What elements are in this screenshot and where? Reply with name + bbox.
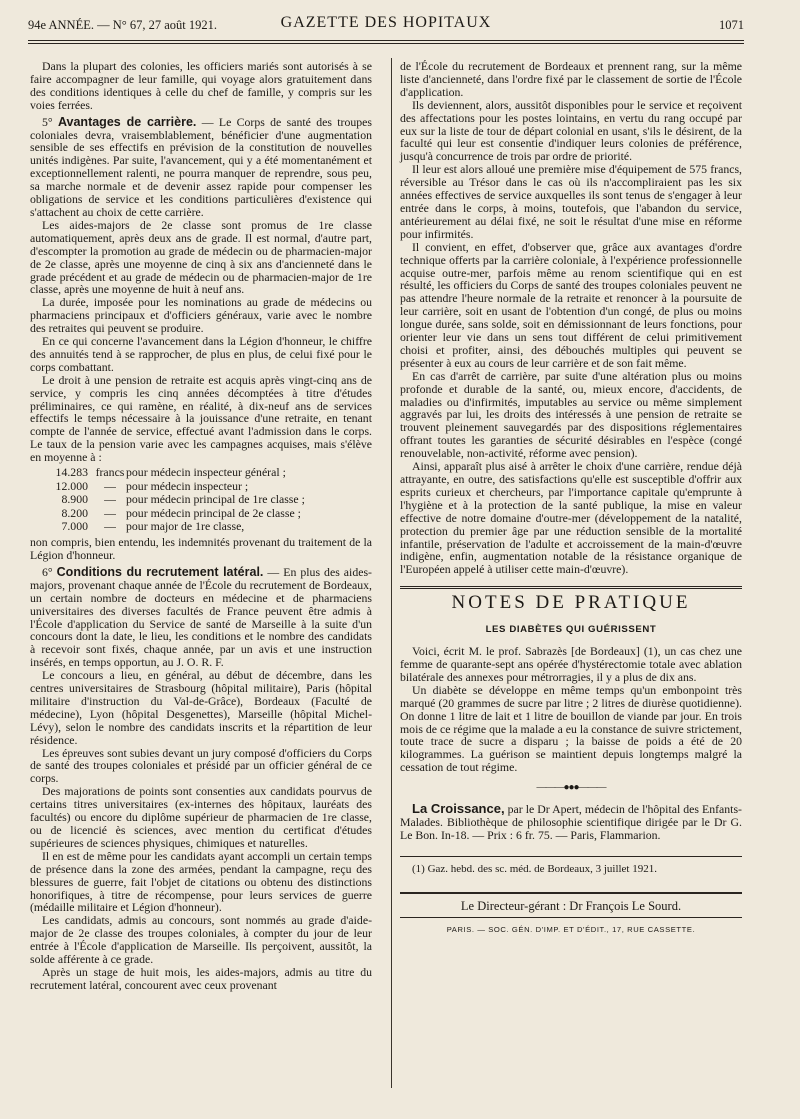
page-number: 1071 (719, 18, 744, 32)
pension-amount: 14.283 (55, 465, 88, 480)
director-line: Le Directeur-gérant : Dr François Le Sourd. (400, 892, 742, 918)
paragraph: Il convient, en effet, d'observer que, grâce aux avantages d'ordre technique offerts par la carrière coloniale, à l'expérience professionnelle acquise outre-mer, parfois même au renom scientifique qui en est résulté, les officiers du Corps de santé des troupes coloniales peuvent ne pas attendre l'heure normale de la retraite et renoncer à la poursuite de leur carrière, soit en usant de l'obtention d'un congé, de plus ou moins longue durée, sans solde, soit en démissionnant de leurs fonctions, pour orienter leur vie dans un sens tout différent de celui primitivement choisi et profiter, ainsi, des débouchés multiples qui peuvent se présenter à eux au cours de leur carrière et de son fait même. (400, 239, 742, 370)
paragraph: non compris, bien entendu, les indemnités provenant du traitement de la Légion d'honneur. (30, 535, 372, 562)
pension-unit: — (104, 478, 116, 493)
paragraph: En cas d'arrêt de carrière, par suite d'une altération plus ou moins profonde et durable de la santé, ou, mieux encore, d'accidents, de maladies ou d'infirmités, imputables au service ou même simplement aggravés par lui, les droits des intéressés à une pension de retraite se trouvent pleinement sauvegardés par des dispositions réglementaires offrant toutes les garanties de sécurité désirables en l'espèce (congé renouvelable, non-activité, réforme avec pension). (400, 368, 742, 461)
list-item (30, 480, 372, 494)
pension-label: pour médecin inspecteur ; (126, 478, 249, 493)
notes-subheading: LES DIABÈTES QUI GUÉRISSENT (485, 624, 657, 636)
left-column (30, 60, 372, 992)
pension-unit: — (104, 519, 116, 534)
section-number: 5° (42, 114, 53, 129)
right-column (400, 60, 742, 936)
paragraph: Le droit à une pension de retraite est acquis après vingt-cinq ans de service, y compris les cinq années décomptées à titre d'études préliminaires, ce qui ramène, en réalité, à dix-neuf ans de services effectifs le temps nécessaire à la jouissance d'une retraite, en tenant compte de l'année de service, effectué avant l'admission dans le corps. Le taux de la pension varie avec les campagnes acquises, mais s'élève en moyenne à : (30, 372, 372, 465)
printer-imprint: PARIS. — SOC. GÉN. D'IMP. ET D'ÉDIT., 17, RUE CASSETTE. (446, 924, 696, 934)
ornament-divider: ———●●●——— (536, 782, 606, 794)
header-rule (28, 40, 744, 41)
paragraph: Dans la plupart des colonies, les officiers mariés sont autorisés à se faire accompagner de leur famille, qui voyage alors gratuitement dans des conditions identiques à celle du chef de famille, y compris sur les voies ferrées. (30, 59, 372, 112)
paragraph: Voici, écrit M. le prof. Sabrazès [de Bordeaux] (1), un cas chez une femme de quarante-sept ans opérée d'hystérectomie totale avec ablation bilatérale des annexes pour métrorragies, il y a plus de dix ans. (400, 644, 742, 684)
section-6 (30, 566, 372, 669)
paragraph: Il en est de même pour les candidats ayant accompli un certain temps de présence dans la zone des armées, pendant la campagne, reçu des blessures de guerre, fait l'objet de citations ou obtenu des distinctions honorifiques, à titre de récompense, pour leurs services de guerre (médaille militaire et Légion d'honneur). (30, 848, 372, 915)
footnote-rule (400, 856, 742, 857)
pension-amount: 7.000 (61, 519, 88, 534)
list-item (30, 493, 372, 507)
pension-list (30, 466, 372, 534)
section-title: Avantages de carrière. (57, 114, 197, 129)
list-item (30, 520, 372, 534)
list-item (30, 507, 372, 521)
paragraph: En ce qui concerne l'avancement dans la Légion d'honneur, le chiffre des annuités tend à se rapprocher, de plus en plus, de celui fixé pour le corps combattant. (30, 334, 372, 374)
page-header (28, 14, 744, 36)
book-text: par le Dr Apert, médecin de l'hôpital des Enfants-Malades. Bibliothèque de philosophie scientifique dirigée par le Dr G. Le Bon. In-18. — Prix : 6 fr. 75. — Paris, Flammarion. (400, 802, 742, 842)
pension-label: pour médecin inspecteur général ; (126, 465, 286, 480)
pension-amount: 12.000 (55, 478, 88, 493)
book-title: La Croissance, (412, 801, 505, 817)
section-text: — Le Corps de santé des troupes coloniales devra, vraisemblablement, bénéficier d'une augmentation sensible de ses effectifs en prévision de la constitution de nouvelles unités indigènes. Par suite, l'avancement, qui y a été momentanément et exceptionnellement ralenti, ne pourra manquer de reprendre, sous peu, sa marche normale et de devenir assez rapide pour compenser les obligations de service et les conditions particulières d'existence qui s'attachent au choix de cette carrière. (30, 114, 372, 219)
paragraph: Les épreuves sont subies devant un jury composé d'officiers du Corps de santé des troupes coloniales et présidé par un officier général de ce corps. (30, 745, 372, 786)
pension-unit: — (104, 505, 116, 520)
journal-title: GAZETTE DES HOPITAUX (280, 14, 492, 31)
pension-amount: 8.200 (61, 505, 88, 520)
paragraph: Le concours a lieu, en général, au début de décembre, dans les centres universitaires de Strasbourg (hôpital militaire), Paris (hôpital militaire d'instruction du Val-de-Grâce), Bordeaux (Faculté de médecine), Lyon (hôpital Desgenettes), Marseille (hôpital Michel-Lévy), selon le nombre des candidats inscrits et la répartition de leur résidence. (30, 668, 372, 747)
paragraph: Un diabète se développe en même temps qu'un embonpoint très marqué (20 grammes de sucre par litre ; 2 litres de diurèse quotidienne). On donne 1 litre de lait et 1 litre de bouillon de viande par jour. En trois mois de ce régime que la malade a eu la constance de suivre strictement, toute trace de sucre a disparu ; la baisse de poids a été de 20 kilogrammes. La guérison se maintient depuis longtemps malgré la cessation de tout régime. (400, 682, 742, 775)
pension-amount: 8.900 (61, 492, 88, 507)
section-number: 6° (42, 564, 53, 579)
column-divider (391, 58, 392, 1088)
notes-title: NOTES DE PRATIQUE (451, 592, 691, 614)
book-notice (400, 803, 742, 842)
paragraph: Les candidats, admis au concours, sont nommés au grade d'aide-major de 2e classe des troupes coloniales, à compter du jour de leur entrée à l'École d'application de Marseille. Ils perçoivent, aussitôt, la solde afférente à ce grade. (30, 913, 372, 967)
paragraph: Les aides-majors de 2e classe sont promus de 1re classe automatiquement, après deux ans de grade. Il est normal, d'autre part, d'escompter la promotion au grade de médecin ou de pharmacien-major de 2e classe, après une moyenne de cinq à six ans d'ancienneté dans le grade précédent et au grade de médecin ou de pharmacien-major de 1re classe, après une moyenne de huit à neuf ans. (30, 217, 372, 297)
paragraph: Il leur est alors alloué une première mise d'équipement de 575 francs, réversible au Trésor dans le cas où ils n'accompliraient pas les six années effectives de service auxquelles ils sont tenus de s'engager à leur entrée dans le corps, à moins, toutefois, que l'abandon du service, antérieurement au délai fixé, ne soit le résultat d'une mise en réforme pour infirmités. (400, 162, 742, 241)
pension-unit: francs (95, 465, 125, 480)
list-item (30, 466, 372, 480)
paragraph: Après un stage de huit mois, les aides-majors, admis au titre du recrutement latéral, concourent avec ceux provenant (30, 964, 372, 992)
pension-label: pour major de 1re classe, (126, 519, 245, 534)
pension-label: pour médecin principal de 1re classe ; (126, 492, 305, 507)
paragraph: Ainsi, apparaît plus aisé à arrêter le choix d'une carrière, rendue déjà attrayante, en outre, des satisfactions qu'elle est susceptible d'offrir aux esprits curieux et chercheurs, par l'importance capitale qu'emprunte à l'hygiène et à la protection de la santé publique, la mise en valeur effective de notre domaine d'outre-mer (développement de la natalité, protection du premier âge par une réduction sensible de la mortalité infantile, préservation de l'adulte et accroissement de la main-d'œuvre indigène, enfin, augmentation notable de la résistance organique de l'Européen appelé à utiliser cette main-d'œuvre). (400, 459, 742, 577)
footnote: (1) Gaz. hebd. des sc. méd. de Bordeaux, 3 juillet 1921. (412, 862, 657, 875)
section-title: Conditions du recrutement latéral. (56, 564, 264, 579)
paragraph: de l'École du recrutement de Bordeaux et prennent rang, sur la même liste d'ancienneté, dans l'ordre fixé par le classement de sortie de l'École d'application. (400, 59, 742, 99)
pension-label: pour médecin principal de 2e classe ; (126, 505, 301, 520)
paragraph: Des majorations de points sont consenties aux candidats pourvus de certains titres universitaires (ex-internes des hôpitaux, lauréats des facultés) ou encore du diplôme supérieur de pharmacien de 1re classe, ou de licencié ès sciences, avec mention du certificat d'études supérieures de sciences physiques, chimiques et naturelles. (30, 784, 372, 850)
section-text: — En plus des aides-majors, provenant chaque année de l'École du recrutement de Bordeaux, un certain nombre de docteurs en médecine et de pharmaciens universitaires des diverses facultés de France peuvent être admis à l'École d'application du Service de santé de Marseille à la suite d'un concours dont la date, le lieu, les conditions et le nombre des candidats à recevoir sont fixés, chaque année, par un avis et une instruction insérés, en temps opportun, au J. O. R. F. (30, 564, 372, 670)
header-rule-2 (28, 43, 744, 44)
pension-unit: — (104, 492, 116, 507)
notes-section-header (400, 586, 742, 614)
section-5 (30, 116, 372, 219)
issue-info: 94e ANNÉE. — N° 67, 27 août 1921. (28, 18, 218, 32)
paragraph: La durée, imposée pour les nominations au grade de médecins ou pharmaciens principaux et d'officiers généraux, varie avec le nombre des retraites qui peuvent se produire. (30, 295, 372, 336)
paragraph: Ils deviennent, alors, aussitôt disponibles pour le service et reçoivent des affectations pour les postes lointains, en vertu du rang occupé par eux sur la liste de tour de départ colonial en usant, s'ils le désirent, de la faculté qui leur est consentie d'indiquer leurs colonies de préférence, jusqu'à concurrence de trois par ordre de priorité. (400, 97, 742, 164)
